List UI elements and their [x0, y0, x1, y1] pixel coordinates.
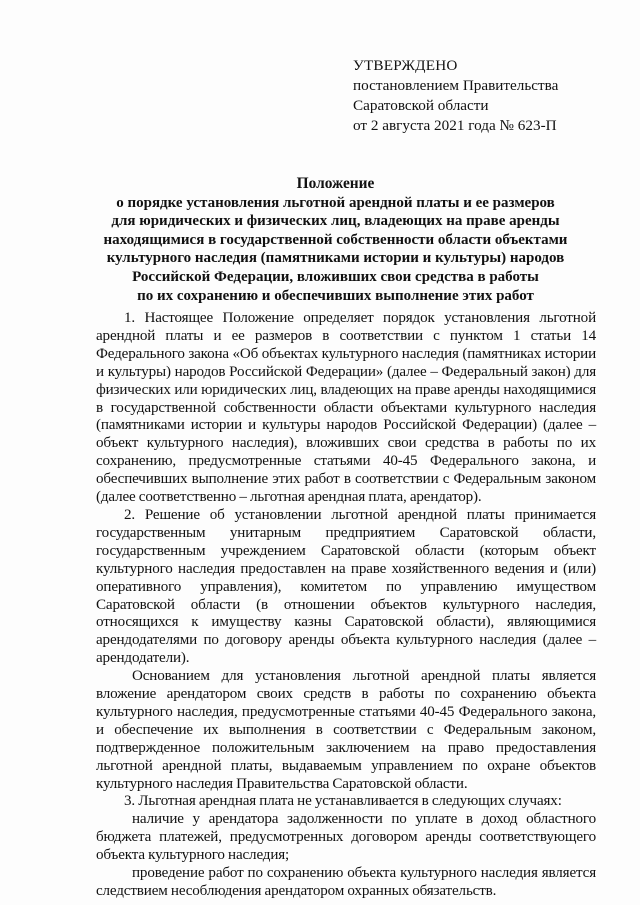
paragraph-case-violation: проведение работ по сохранению объекта культурного наследия является следствием несоблюдения арендатором охранных обязательств. [96, 865, 596, 899]
paragraph-2: 2. Решение об установлении льготной арендной платы принимается государственным унитарным предприятием Саратовской области, государственным учреждением Саратовской области (которым объект культурного наследия предоставлен на праве хозяйственного ведения и (или) оперативного управления), комитетом по управлению имуществом Саратовской области (в отношении объектов культурного наследия, относящихся к имуществу казны Саратовской области), являющимися арендодателями по договору аренды объекта культурного наследия (далее – арендодатели). [96, 506, 596, 667]
title-line: по их сохранению и обеспечивших выполнение этих работ [137, 287, 534, 304]
title-line: о порядке установления льготной арендной платы и ее размеров [116, 194, 555, 211]
approval-line: Саратовской области [353, 97, 489, 114]
approval-heading: УТВЕРЖДЕНО [353, 57, 458, 74]
paragraph-1: 1. Настоящее Положение определяет порядок установления льготной арендной платы и ее размеров в соответствии с пунктом 1 статьи 14 Федерального закона «Об объектах культурного наследия (памятниках истории и культуры) народов Российской Федерации» (далее – Федеральный закон) для физических или юридических лиц, владеющих на праве аренды находящимися в государственной собственности области объектами культурного наследия (памятниками истории и культуры народов Российской Федерации) (далее – объект культурного наследия), вложивших свои средства в работы по их сохранению, предусмотренные статьями 40-45 Федерального закона, и обеспечивших выполнение этих работ в соответствии с Федеральным законом (далее соответственно – льготная арендная плата, арендатор). [96, 310, 596, 506]
paragraph-basis: Основанием для установления льготной арендной платы является вложение арендатором своих средств в работы по сохранению объекта культурного наследия, предусмотренные статьями 40-45 Федерального закона, и обеспечение их выполнения в соответствии с Федеральным законом, подтвержденное положительным заключением на право предоставления льготной арендной платы, выдаваемым управлением по охране объектов культурного наследия Правительства Саратовской области. [96, 668, 596, 792]
approval-line: от 2 августа 2021 года № 623-П [353, 117, 557, 134]
document-title [72, 175, 599, 305]
approval-block [353, 56, 623, 136]
title-line: культурного наследия (памятниками истории и культуры) народов [106, 250, 565, 267]
approval-line: постановлением Правительства [353, 77, 559, 94]
title-line: для юридических и физических лиц, владеющих на праве аренды [111, 213, 560, 230]
paragraph-3: 3. Льготная арендная плата не устанавливается в следующих случаях: [124, 793, 562, 810]
document-body [96, 310, 596, 901]
title-line: находящимися в государственной собственности области объектами [103, 231, 568, 248]
title-main: Положение [296, 175, 375, 192]
paragraph-case-debt: наличие у арендатора задолженности по уплате в доход областного бюджета платежей, предусмотренных договором аренды соответствующего объекта культурного наследия; [96, 811, 596, 864]
title-line: Российской Федерации, вложивших свои средства в работы [132, 268, 539, 285]
